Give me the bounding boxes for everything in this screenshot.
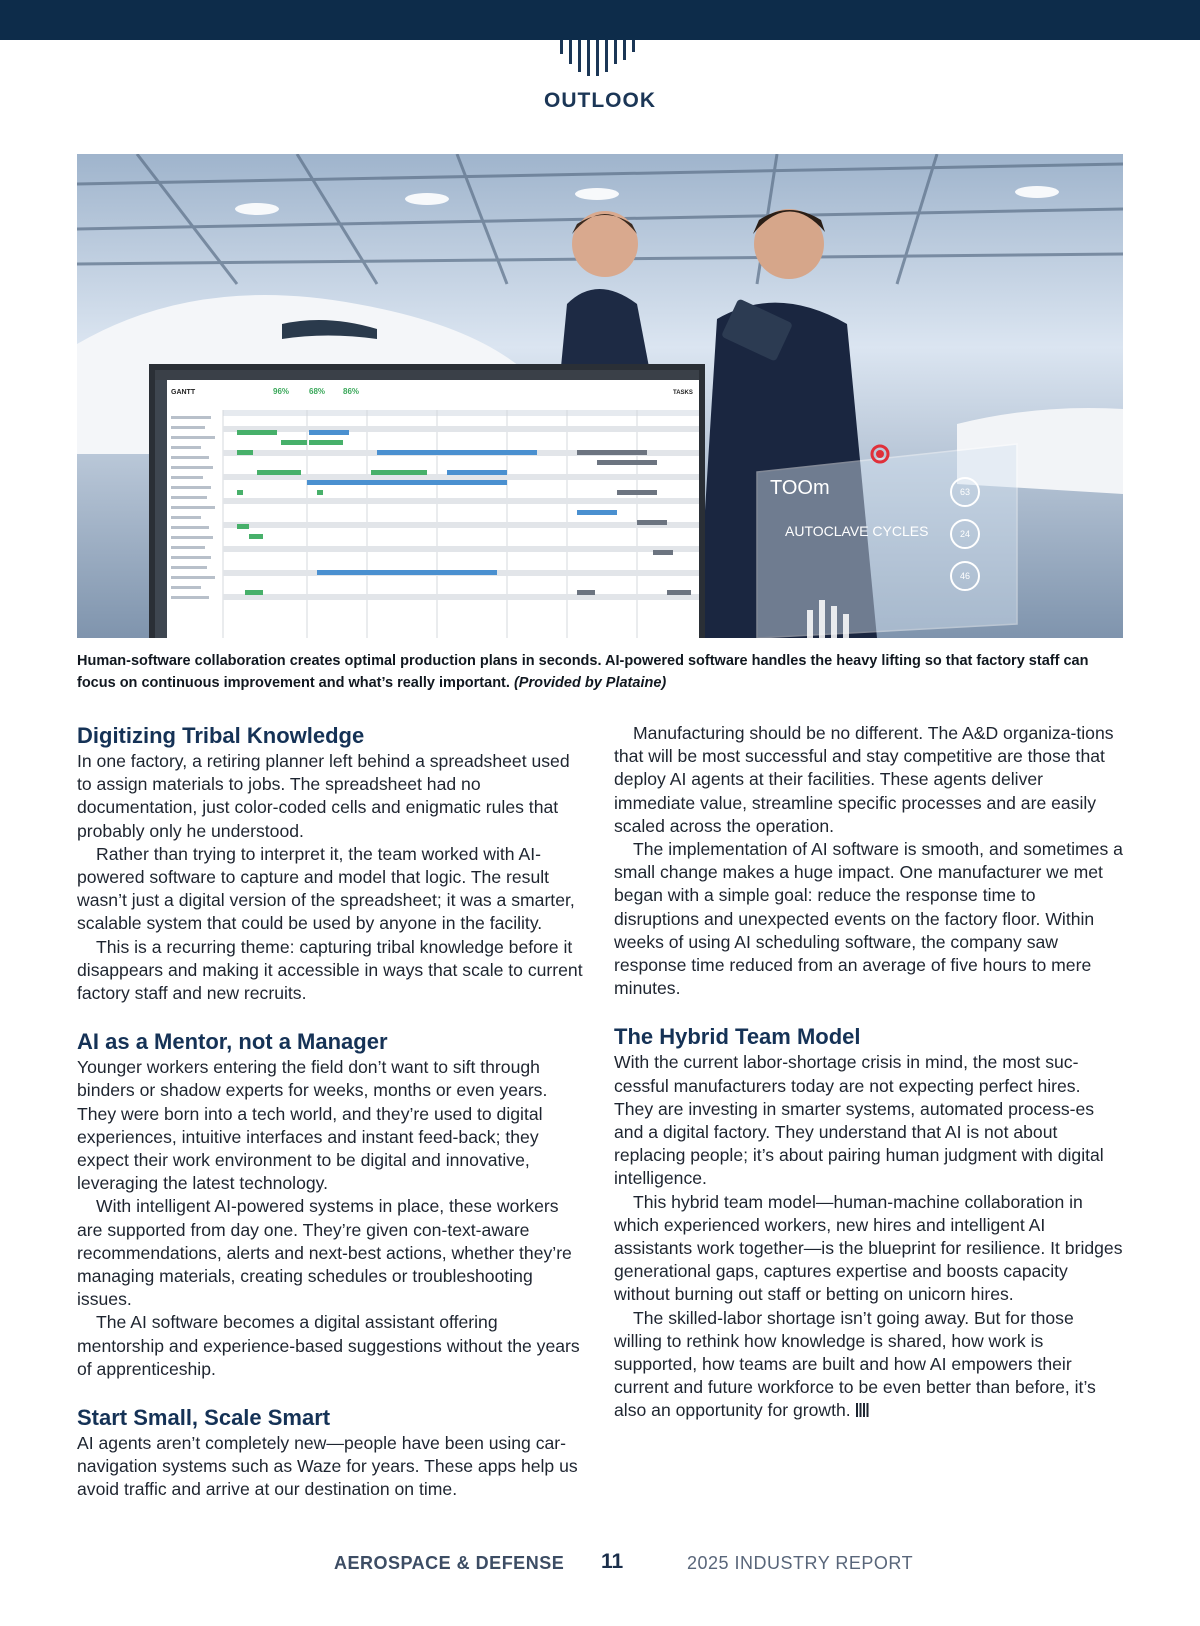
paragraph: With the current labor-shortage crisis in mind, the most suc-cessful manufacturers today are not expecting perfect hires. They are investing in smarter systems, automated process-es and a digital factory. They understand that AI is not about replacing people; it’s about pairing human judgment with digital intelligence.	[614, 1052, 1104, 1189]
report-name: 2025 INDUSTRY REPORT	[687, 1553, 914, 1573]
kpi-value: 96%	[273, 387, 290, 396]
gantt-screenshot	[149, 364, 705, 638]
end-mark-icon	[856, 1403, 870, 1417]
section-heading: The Hybrid Team Model	[614, 1024, 861, 1050]
gauge-value: 24	[959, 529, 971, 539]
gauge-value: 46	[959, 571, 971, 581]
paragraph: In one factory, a retiring planner left behind a spreadsheet used to assign materials to jobs. The spreadsheet had no documentation, just color-coded cells and enigmatic rules that probably only he understood.	[77, 751, 570, 841]
paragraph: Younger workers entering the field don’t want to sift through binders or shadow experts for weeks, months or even years. They were born into a tech world, and they’re used to digital experiences, intuitive interfaces and instant feed-back; they expect their work environment to be digital and innovative, leveraging the latest technology.	[77, 1057, 548, 1194]
caption-text: Human-software collaboration creates optimal production plans in seconds. AI-powered software handles the heavy lifting so that factory staff can focus on continuous improvement and what’s really important.	[77, 653, 1089, 691]
page-number: 11	[601, 1550, 624, 1573]
paragraph: This hybrid team model—human-machine collaboration in which experienced workers, new hires and intelligent AI assistants work together—is the blueprint for resilience. It bridges generational gaps, captures expertise and boosts capacity without burning out staff or betting on unicorn hires.	[614, 1191, 1123, 1305]
gantt-tasks-label: TASKS	[673, 390, 693, 396]
section-heading: Start Small, Scale Smart	[77, 1405, 331, 1431]
kpi-value: 68%	[309, 387, 326, 396]
top-bar	[0, 0, 1200, 40]
article-column-right	[614, 722, 1124, 1423]
publication-name: AEROSPACE & DEFENSE	[334, 1553, 565, 1573]
paragraph: The AI software becomes a digital assistant offering mentorship and experience-based suggestions without the years of apprenticeship.	[77, 1312, 580, 1379]
paragraph: Rather than trying to interpret it, the team worked with AI-powered software to capture and model that logic. The result wasn’t just a digital version of the spreadsheet; it was a smarter, scalable system that could be used by anyone in the facility.	[77, 843, 575, 934]
page-footer	[0, 1549, 1200, 1579]
paragraph: The implementation of AI software is smooth, and sometimes a small change makes a huge impact. One manufacturer we met began with a simple goal: reduce the response time to disruptions and unexpected events on the factory floor. Within weeks of using AI scheduling software, the company saw response time reduced from an average of five hours to mere minutes.	[614, 839, 1123, 999]
overlay-value: TOOm	[770, 477, 830, 499]
article-column-left	[77, 722, 587, 1502]
paragraph: AI agents aren’t completely new—people have been using car-navigation systems such as Waze for years. These apps help us avoid traffic and arrive at our destination on time.	[77, 1433, 578, 1500]
paragraph-final	[614, 1307, 1124, 1423]
paragraph-text: The skilled-labor shortage isn’t going away. But for those willing to rethink how knowledge is shared, how work is supported, how teams are built and how AI empowers their current and future workforce to be even better than before, it’s also an opportunity for growth.	[614, 1307, 1096, 1421]
gantt-title: GANTT	[171, 389, 196, 396]
gauge-value: 63	[959, 487, 971, 497]
paragraph: Manufacturing should be no different. The A&D organiza-tions that will be most successful and stay competitive are those that deploy AI agents at their facilities. These agents deliver immediate value, streamline specific processes and are easily scaled across the operation.	[614, 723, 1114, 836]
section-title: OUTLOOK	[544, 89, 656, 112]
kpi-value: 86%	[343, 387, 360, 396]
caption-credit: (Provided by Plataine)	[513, 675, 667, 691]
overlay-label: AUTOCLAVE CYCLES	[785, 523, 929, 539]
barcode-logo-icon	[558, 40, 642, 76]
image-caption	[77, 650, 1123, 694]
paragraph: This is a recurring theme: capturing tribal knowledge before it disappears and making it accessible in ways that scale to current factory staff and new recruits.	[77, 936, 583, 1004]
section-heading: Digitizing Tribal Knowledge	[77, 723, 365, 748]
section-heading: AI as a Mentor, not a Manager	[77, 1029, 388, 1055]
hero-photo	[77, 154, 1123, 638]
paragraph: With intelligent AI-powered systems in place, these workers are supported from day one. They’re given con-text-aware recommendations, alerts and next-best actions, whether they’re managing materials, creating schedules or troubleshooting issues.	[77, 1196, 572, 1310]
